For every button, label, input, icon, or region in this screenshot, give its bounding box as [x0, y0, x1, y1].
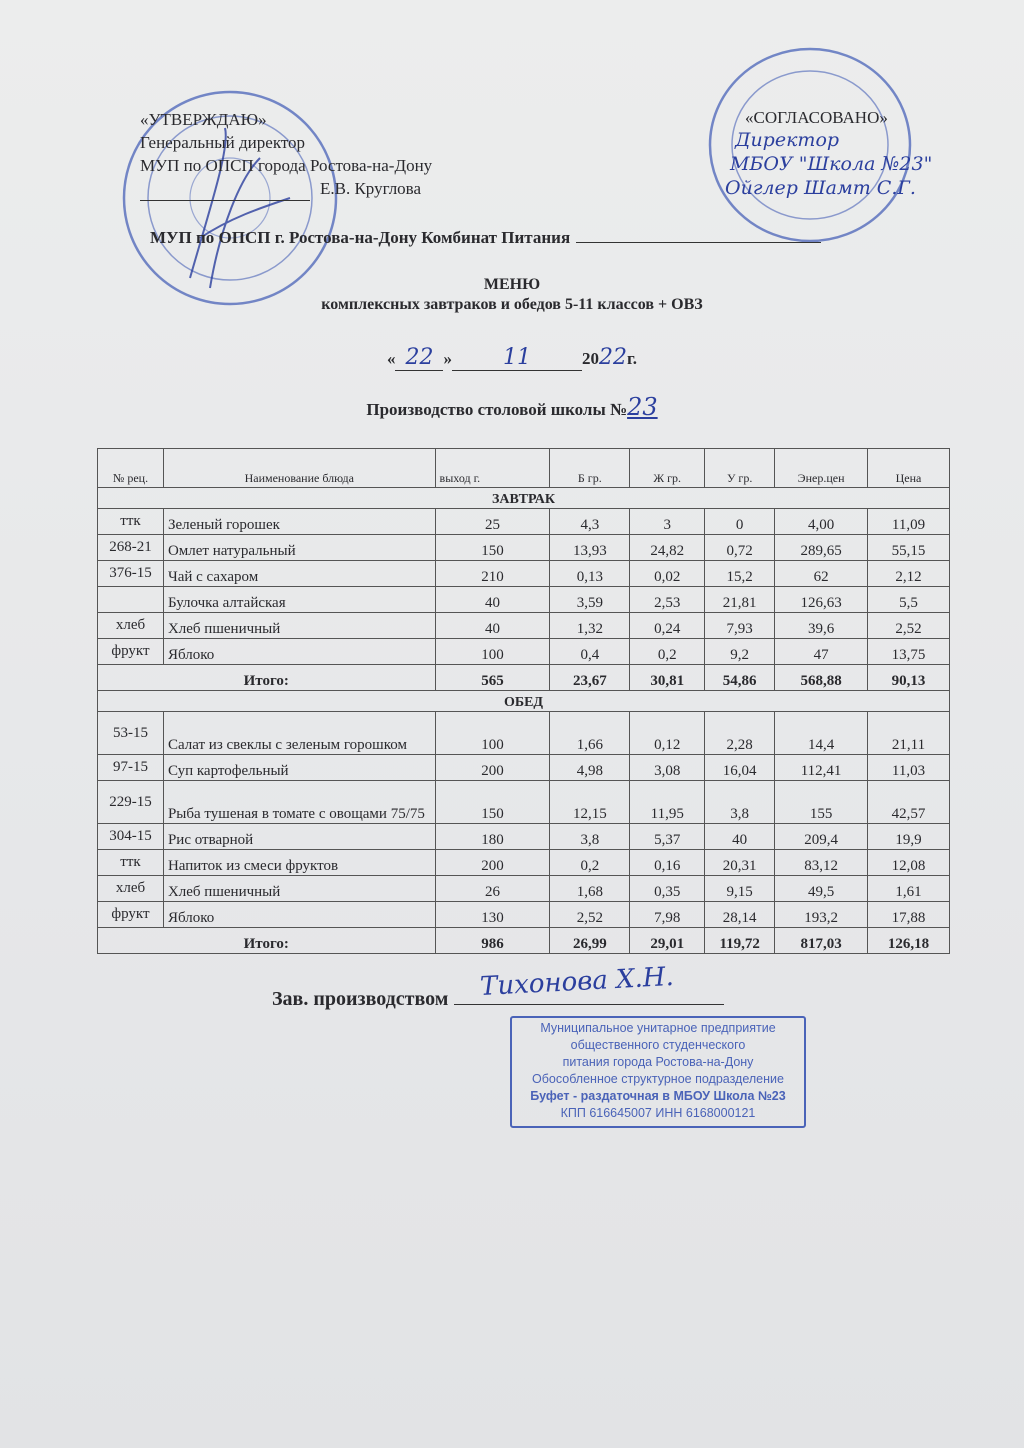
signature-handwritten: Тихонова Х.Н. [479, 961, 675, 1003]
carb-cell: 3,8 [705, 781, 775, 824]
protein-cell: 2,52 [550, 902, 630, 928]
yield-cell: 150 [435, 535, 550, 561]
total-cell: 986 [435, 928, 550, 954]
yield-cell: 180 [435, 824, 550, 850]
agree-handwritten-1: Директор [735, 129, 840, 151]
protein-cell: 0,4 [550, 639, 630, 665]
recipe-cell: фрукт [98, 902, 164, 928]
rect-stamp [510, 1016, 806, 1128]
carb-cell: 40 [705, 824, 775, 850]
signature-label: Зав. производством [272, 988, 449, 1010]
table-row [98, 876, 950, 902]
energy-cell: 112,41 [775, 755, 868, 781]
energy-cell: 47 [775, 639, 868, 665]
table-row [98, 712, 950, 755]
price-cell: 19,9 [868, 824, 950, 850]
price-cell: 17,88 [868, 902, 950, 928]
energy-cell: 155 [775, 781, 868, 824]
price-cell: 2,52 [868, 613, 950, 639]
date-month: 11 [452, 345, 582, 371]
total-cell: 817,03 [775, 928, 868, 954]
fat-cell: 0,16 [630, 850, 705, 876]
approve-signature-line [140, 200, 310, 201]
col-header: № рец. [98, 449, 164, 488]
menu-date: « 22 » 11 2022г. [386, 345, 638, 370]
table-row [98, 824, 950, 850]
recipe-cell: ттк [98, 850, 164, 876]
org-line [150, 228, 821, 248]
table-row [98, 850, 950, 876]
protein-cell: 0,13 [550, 561, 630, 587]
col-header: Б гр. [550, 449, 630, 488]
protein-cell: 0,2 [550, 850, 630, 876]
total-cell: 90,13 [868, 665, 950, 691]
org-line-blank [576, 242, 821, 243]
energy-cell: 4,00 [775, 509, 868, 535]
approve-block [140, 108, 432, 200]
fat-cell: 24,82 [630, 535, 705, 561]
total-cell: 30,81 [630, 665, 705, 691]
yield-cell: 150 [435, 781, 550, 824]
total-cell: 23,67 [550, 665, 630, 691]
org-line-text: МУП по ОПСП г. Ростова-на-Дону Комбинат Питания [150, 228, 571, 247]
col-header: Цена [868, 449, 950, 488]
fat-cell: 5,37 [630, 824, 705, 850]
date-year-suffix: 22 [598, 345, 627, 370]
menu-subtitle: комплексных завтраков и обедов 5-11 классов + ОВЗ [321, 296, 703, 313]
price-cell: 21,11 [868, 712, 950, 755]
menu-title: МЕНЮ [483, 276, 541, 293]
yield-cell: 100 [435, 639, 550, 665]
yield-cell: 200 [435, 755, 550, 781]
dish-cell: Салат из свеклы с зеленым горошком [163, 712, 435, 755]
dish-cell: Зеленый горошек [163, 509, 435, 535]
col-header: выход г. [435, 449, 550, 488]
fat-cell: 2,53 [630, 587, 705, 613]
recipe-cell: 304-15 [98, 824, 164, 850]
protein-cell: 3,8 [550, 824, 630, 850]
energy-cell: 209,4 [775, 824, 868, 850]
section-row [98, 691, 950, 712]
total-cell: 126,18 [868, 928, 950, 954]
col-header: У гр. [705, 449, 775, 488]
total-cell: 29,01 [630, 928, 705, 954]
carb-cell: 0,72 [705, 535, 775, 561]
signature-blank [454, 1004, 724, 1005]
table-header-row [98, 449, 950, 488]
yield-cell: 100 [435, 712, 550, 755]
recipe-cell: хлеб [98, 876, 164, 902]
yield-cell: 25 [435, 509, 550, 535]
stamp-line: КПП 616645007 ИНН 6168000121 [560, 1106, 756, 1120]
protein-cell: 13,93 [550, 535, 630, 561]
protein-cell: 3,59 [550, 587, 630, 613]
section-title: ОБЕД [98, 691, 950, 712]
stamp-line: Обособленное структурное подразделение [532, 1072, 784, 1086]
section-row [98, 488, 950, 509]
dish-cell: Омлет натуральный [163, 535, 435, 561]
recipe-cell: фрукт [98, 639, 164, 665]
table-row [98, 509, 950, 535]
stamp-line: Муниципальное унитарное предприятие [540, 1021, 776, 1035]
fat-cell: 0,2 [630, 639, 705, 665]
carb-cell: 15,2 [705, 561, 775, 587]
price-cell: 11,09 [868, 509, 950, 535]
recipe-cell: 376-15 [98, 561, 164, 587]
yield-cell: 200 [435, 850, 550, 876]
dish-cell: Хлеб пшеничный [163, 613, 435, 639]
energy-cell: 289,65 [775, 535, 868, 561]
energy-cell: 193,2 [775, 902, 868, 928]
carb-cell: 7,93 [705, 613, 775, 639]
date-suffix: г. [626, 349, 638, 368]
energy-cell: 83,12 [775, 850, 868, 876]
agree-handwritten-3: Ойглер Шамт С.Г. [725, 177, 916, 199]
fat-cell: 0,24 [630, 613, 705, 639]
stamp-line: питания города Ростова-на-Дону [562, 1055, 754, 1069]
date-day: 22 [395, 345, 443, 371]
fat-cell: 3 [630, 509, 705, 535]
price-cell: 42,57 [868, 781, 950, 824]
total-row [98, 665, 950, 691]
fat-cell: 0,02 [630, 561, 705, 587]
yield-cell: 40 [435, 587, 550, 613]
recipe-cell [98, 587, 164, 613]
table-row [98, 639, 950, 665]
approve-name: Е.В. Круглова [320, 179, 422, 198]
dish-cell: Суп картофельный [163, 755, 435, 781]
carb-cell: 2,28 [705, 712, 775, 755]
recipe-cell: хлеб [98, 613, 164, 639]
yield-cell: 26 [435, 876, 550, 902]
section-title: ЗАВТРАК [98, 488, 950, 509]
agree-block [725, 108, 933, 200]
fat-cell: 0,35 [630, 876, 705, 902]
protein-cell: 4,3 [550, 509, 630, 535]
yield-cell: 40 [435, 613, 550, 639]
yield-cell: 210 [435, 561, 550, 587]
fat-cell: 3,08 [630, 755, 705, 781]
dish-cell: Напиток из смеси фруктов [163, 850, 435, 876]
total-cell: 568,88 [775, 665, 868, 691]
protein-cell: 4,98 [550, 755, 630, 781]
table-row [98, 902, 950, 928]
total-label: Итого: [98, 928, 436, 954]
table-row [98, 781, 950, 824]
recipe-cell: 268-21 [98, 535, 164, 561]
price-cell: 12,08 [868, 850, 950, 876]
carb-cell: 16,04 [705, 755, 775, 781]
recipe-cell: ттк [98, 509, 164, 535]
stamp-line: общественного студенческого [570, 1038, 746, 1052]
carb-cell: 20,31 [705, 850, 775, 876]
price-cell: 5,5 [868, 587, 950, 613]
agree-title: «СОГЛАСОВАНО» [745, 108, 888, 127]
price-cell: 1,61 [868, 876, 950, 902]
table-row [98, 561, 950, 587]
energy-cell: 49,5 [775, 876, 868, 902]
fat-cell: 0,12 [630, 712, 705, 755]
fat-cell: 11,95 [630, 781, 705, 824]
stamp-line: Буфет - раздаточная в МБОУ Школа №23 [530, 1089, 786, 1103]
total-cell: 54,86 [705, 665, 775, 691]
col-header: Ж гр. [630, 449, 705, 488]
protein-cell: 12,15 [550, 781, 630, 824]
energy-cell: 62 [775, 561, 868, 587]
carb-cell: 9,2 [705, 639, 775, 665]
carb-cell: 0 [705, 509, 775, 535]
price-cell: 11,03 [868, 755, 950, 781]
dish-cell: Булочка алтайская [163, 587, 435, 613]
table-row [98, 535, 950, 561]
total-cell: 26,99 [550, 928, 630, 954]
table-row [98, 755, 950, 781]
total-cell: 119,72 [705, 928, 775, 954]
production-line [0, 393, 1024, 421]
dish-cell: Хлеб пшеничный [163, 876, 435, 902]
total-label: Итого: [98, 665, 436, 691]
date-year-prefix: 20 [581, 349, 599, 368]
total-cell: 565 [435, 665, 550, 691]
approve-org: МУП по ОПСП города Ростова-на-Дону [140, 156, 433, 175]
carb-cell: 9,15 [705, 876, 775, 902]
dish-cell: Рыба тушеная в томате с овощами 75/75 [163, 781, 435, 824]
dish-cell: Яблоко [163, 902, 435, 928]
approve-position: Генеральный директор [140, 133, 306, 152]
dish-cell: Яблоко [163, 639, 435, 665]
recipe-cell: 229-15 [98, 781, 164, 824]
protein-cell: 1,32 [550, 613, 630, 639]
recipe-cell: 97-15 [98, 755, 164, 781]
dish-cell: Рис отварной [163, 824, 435, 850]
fat-cell: 7,98 [630, 902, 705, 928]
price-cell: 55,15 [868, 535, 950, 561]
dish-cell: Чай с сахаром [163, 561, 435, 587]
protein-cell: 1,66 [550, 712, 630, 755]
energy-cell: 126,63 [775, 587, 868, 613]
total-row [98, 928, 950, 954]
energy-cell: 39,6 [775, 613, 868, 639]
col-header: Наименование блюда [163, 449, 435, 488]
carb-cell: 28,14 [705, 902, 775, 928]
carb-cell: 21,81 [705, 587, 775, 613]
table-row [98, 587, 950, 613]
agree-handwritten-2: МБОУ "Школа №23" [730, 153, 933, 175]
protein-cell: 1,68 [550, 876, 630, 902]
production-label: Производство столовой школы № [366, 400, 628, 419]
table-row [98, 613, 950, 639]
col-header: Энер.цен [775, 449, 868, 488]
yield-cell: 130 [435, 902, 550, 928]
approve-title: «УТВЕРЖДАЮ» [140, 110, 267, 129]
menu-table [97, 448, 950, 954]
recipe-cell: 53-15 [98, 712, 164, 755]
price-cell: 13,75 [868, 639, 950, 665]
energy-cell: 14,4 [775, 712, 868, 755]
price-cell: 2,12 [868, 561, 950, 587]
school-number: 23 [627, 393, 658, 421]
